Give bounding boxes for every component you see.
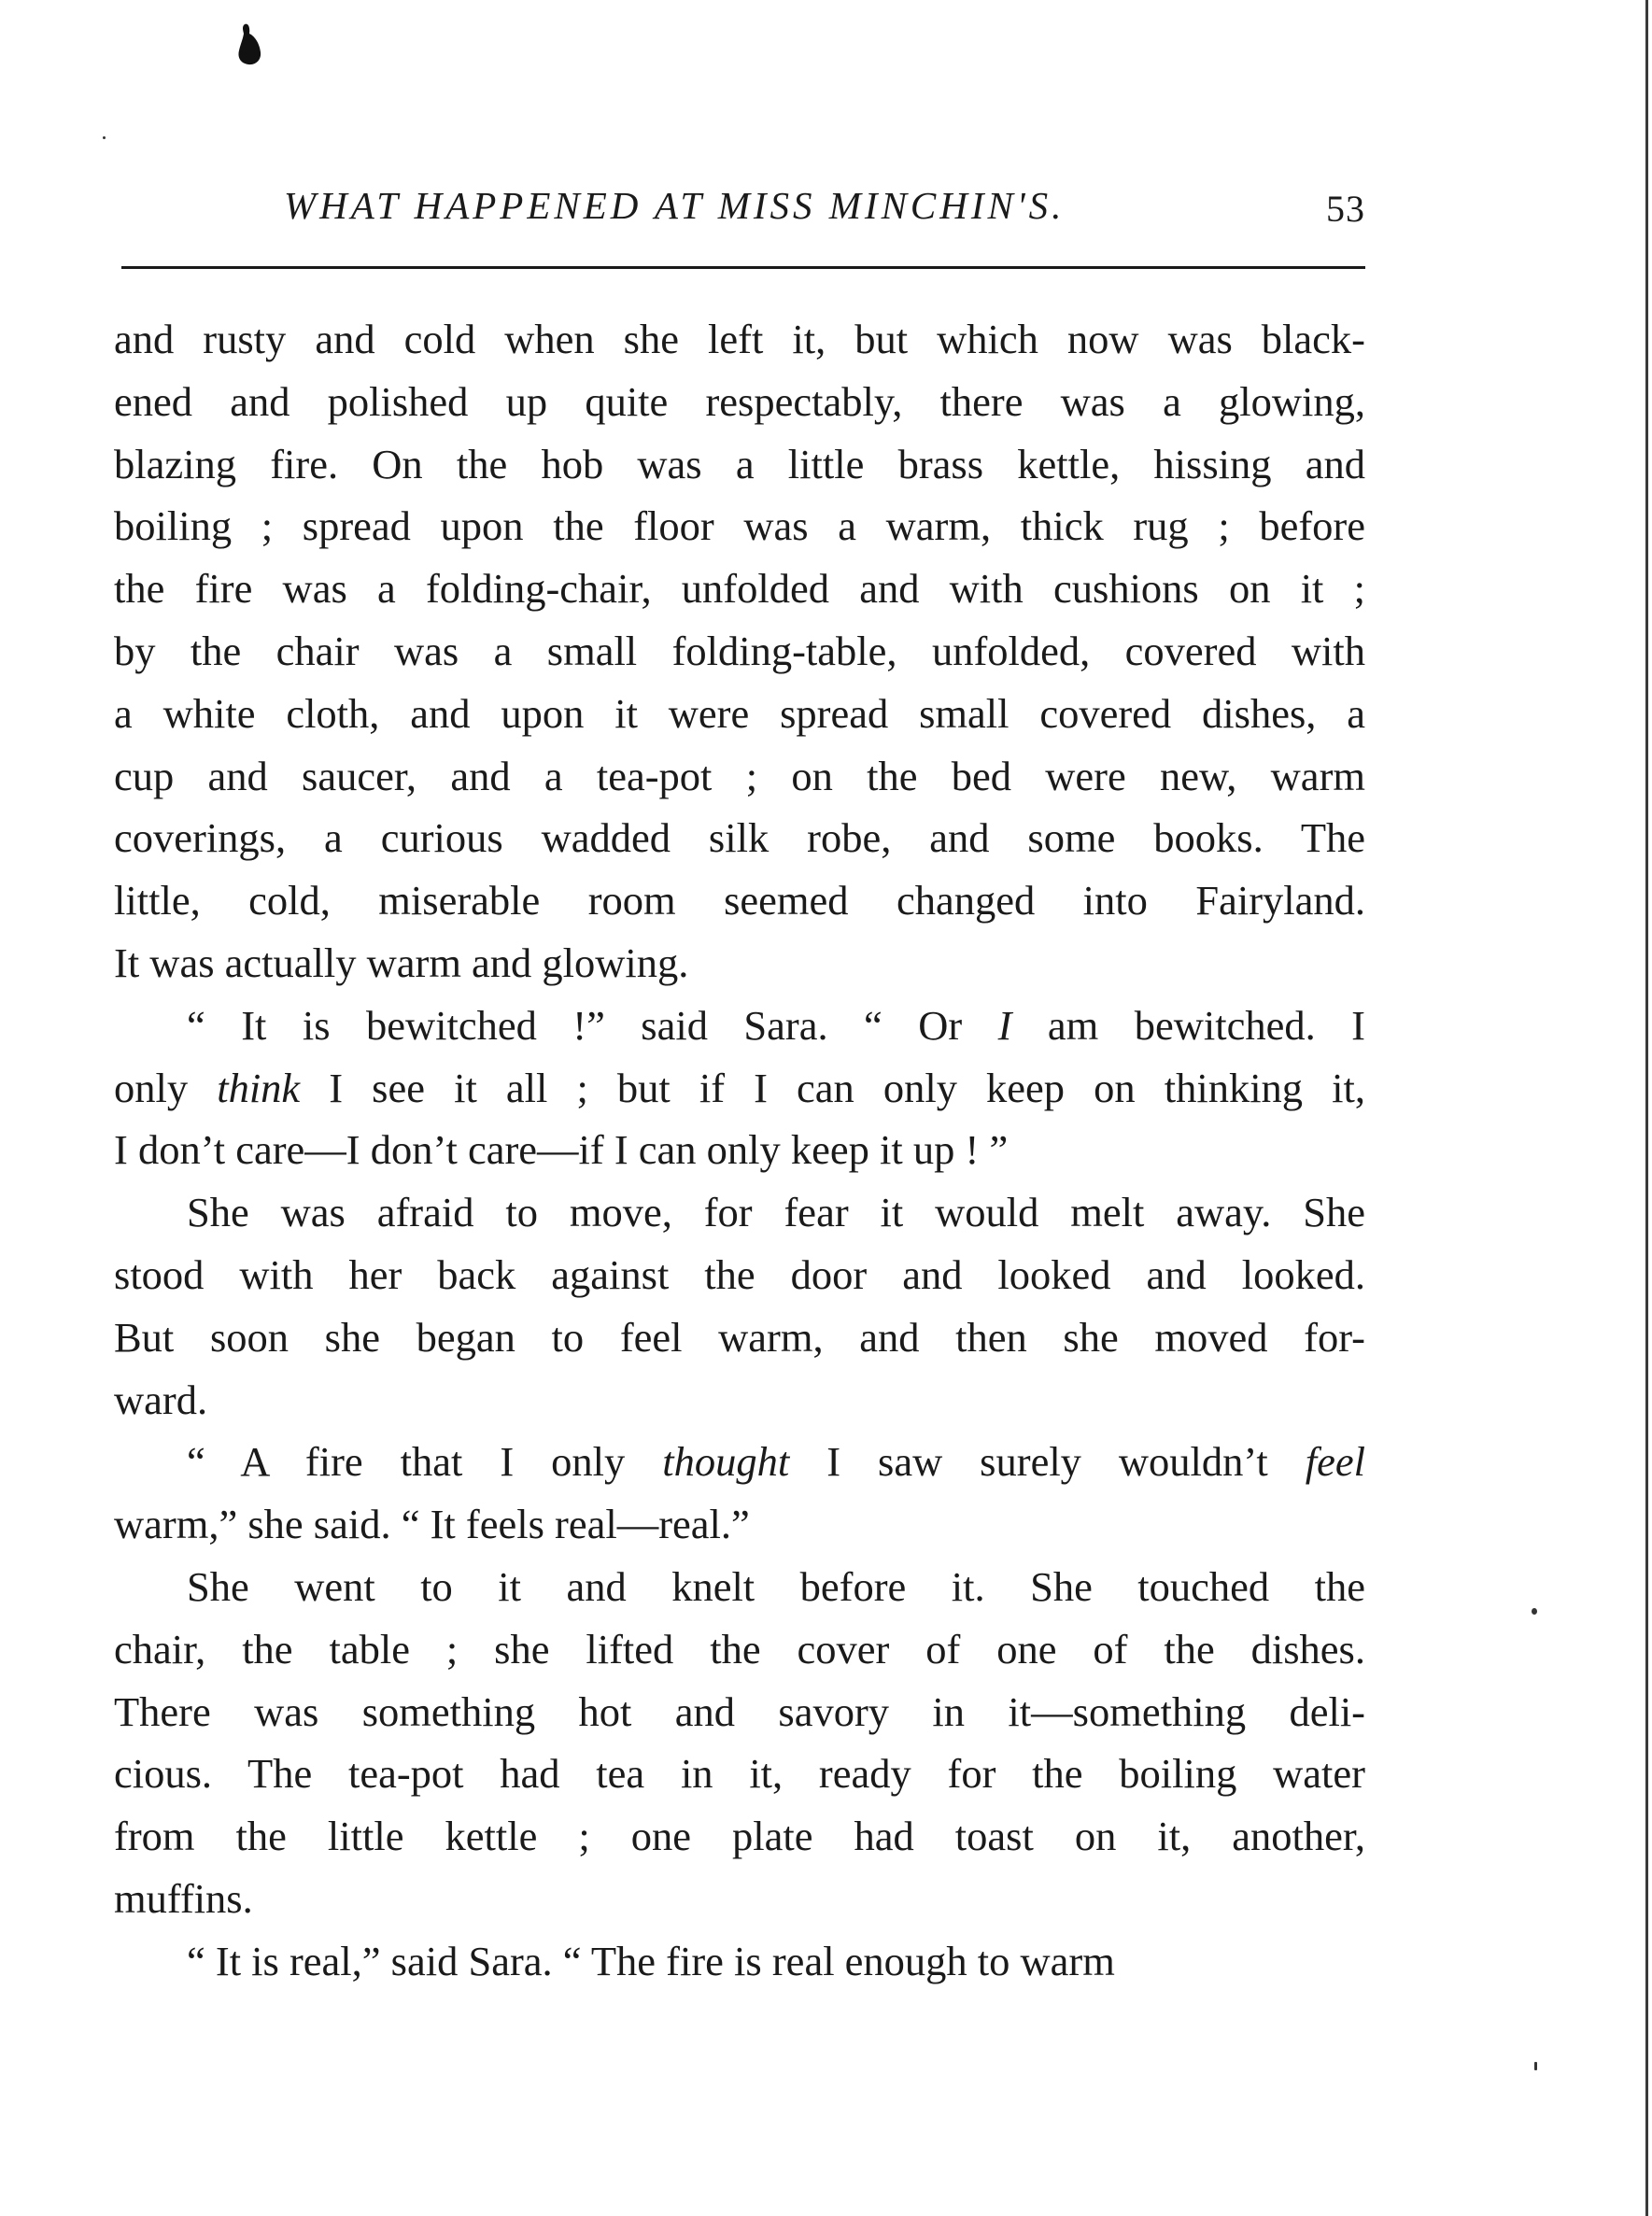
text-run: only	[114, 1064, 218, 1111]
body-text	[114, 308, 1365, 1993]
text-run: “ It is bewitched !” said Sara. “ Or	[187, 1001, 998, 1049]
header-rule	[121, 266, 1365, 269]
text-run: I saw surely wouldn’t	[789, 1438, 1306, 1486]
page-number: 53	[1326, 188, 1365, 230]
italic-run: thought	[662, 1438, 790, 1486]
page-speck	[103, 136, 106, 139]
text-line: stood with her back against the door and looked and looked.	[114, 1250, 1365, 1298]
text-line: cup and saucer, and a tea-pot ; on the bed were new, warm	[114, 752, 1365, 799]
text-run: “ A fire that I only	[187, 1438, 663, 1486]
text-line: boiling ; spread upon the floor was a warm, thick rug ; before	[114, 502, 1365, 550]
text-line: coverings, a curious wadded silk robe, and some books. The	[114, 814, 1365, 862]
text-line	[114, 1057, 1365, 1120]
text-line: She went to it and knelt before it. She touched the	[187, 1562, 1365, 1610]
text-line	[114, 995, 1365, 1057]
text-line: the fire was a folding-chair, unfolded and with cushions on it ;	[114, 565, 1365, 613]
text-line	[114, 1431, 1365, 1493]
text-line: But soon she began to feel warm, and then she moved for-	[114, 1313, 1365, 1361]
text-line: There was something hot and savory in it—something deli-	[114, 1687, 1365, 1735]
running-title: WHAT HAPPENED AT MISS MINCHIN'S.	[284, 184, 1066, 227]
running-header	[121, 183, 1365, 239]
text-line: little, cold, miserable room seemed changed into Fairyland.	[114, 877, 1365, 925]
text-line: from the little kettle ; one plate had toast on it, another,	[114, 1813, 1365, 1860]
italic-run: feel	[1305, 1438, 1366, 1486]
text-line: ened and polished up quite respectably, there was a glowing,	[114, 377, 1365, 425]
page-speck	[1532, 1608, 1537, 1615]
text-line: ward.	[114, 1376, 208, 1423]
text-line: I don’t care—I don’t care—if I can only keep it up ! ”	[114, 1126, 1009, 1174]
ink-blot-mark	[235, 22, 263, 65]
italic-run: think	[217, 1064, 301, 1111]
text-line: “ It is real,” said Sara. “ The fire is real enough to warm	[187, 1937, 1115, 1984]
page-speck	[1534, 2062, 1537, 2070]
italic-run: I	[997, 1001, 1012, 1049]
text-line: muffins.	[114, 1874, 253, 1922]
text-line: She was afraid to move, for fear it would melt away. She	[187, 1189, 1365, 1236]
text-line: blazing fire. On the hob was a little brass kettle, hissing and	[114, 440, 1365, 487]
text-line: chair, the table ; she lifted the cover of one of the dishes.	[114, 1625, 1365, 1673]
page-edge	[1645, 0, 1648, 2216]
text-line: warm,” she said. “ It feels real—real.”	[114, 1501, 750, 1548]
text-line: a white cloth, and upon it were spread small covered dishes, a	[114, 689, 1365, 737]
text-run: I see it all ; but if I can only keep on thinking it,	[300, 1064, 1365, 1111]
text-line: and rusty and cold when she left it, but which now was black-	[114, 316, 1365, 362]
text-line: by the chair was a small folding-table, unfolded, covered with	[114, 627, 1365, 674]
text-line: It was actually warm and glowing.	[114, 939, 689, 986]
text-line: cious. The tea-pot had tea in it, ready for the boiling water	[114, 1750, 1365, 1798]
text-run: am bewitched. I	[1011, 1001, 1365, 1049]
